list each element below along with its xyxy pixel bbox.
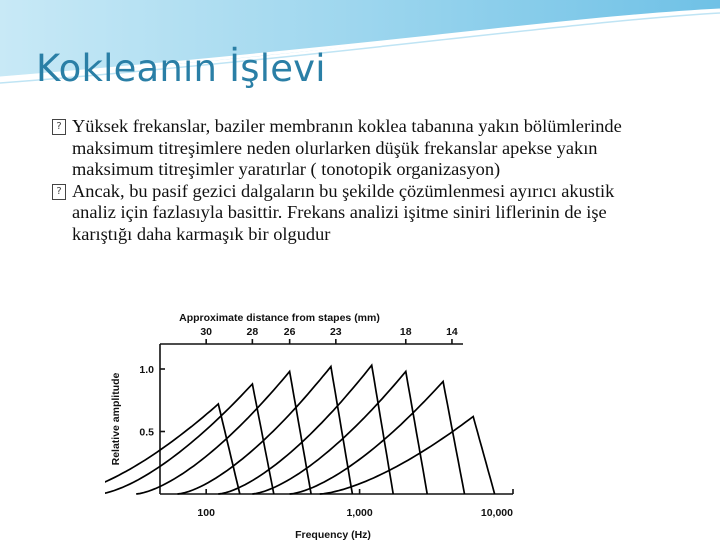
x-tick-label: 1,000	[346, 507, 373, 519]
bullet-item	[52, 181, 652, 246]
top-tick-label: 26	[283, 326, 296, 338]
x-tick-label: 100	[197, 507, 215, 519]
x-tick-label: 10,000	[480, 507, 513, 519]
response-curve-5	[218, 365, 393, 494]
square-bullet-icon: ?	[52, 119, 66, 135]
y-tick-label: 1.0	[139, 364, 154, 376]
top-tick-label: 18	[399, 326, 412, 338]
chart-svg	[105, 306, 515, 540]
x-axis-label: Frequency (Hz)	[295, 529, 371, 540]
response-curve-3	[136, 372, 311, 495]
bullet-item	[52, 116, 652, 181]
tonotopy-chart	[105, 306, 515, 540]
top-tick-label: 14	[446, 326, 458, 338]
square-bullet-icon: ?	[52, 184, 66, 200]
y-tick-label: 0.5	[139, 426, 154, 439]
top-axis-label: Approximate distance from stapes (mm)	[179, 312, 380, 324]
y-axis-label: Relative amplitude	[110, 372, 122, 466]
top-tick-label: 28	[246, 326, 259, 338]
slide-title: Kokleanın İşlevi	[36, 47, 326, 90]
response-curve-2	[105, 384, 274, 494]
top-tick-label: 23	[329, 326, 342, 338]
response-curve-6	[252, 372, 427, 495]
response-curve-4	[178, 367, 353, 495]
bullet-list	[52, 116, 652, 245]
bullet-text: Ancak, bu pasif gezici dalgaların bu şekilde çözümlenmesi ayırıcı akustik analiz için fazlasıyla basittir. Frekans analizi işitme siniri liflerinin de işe karıştığı daha karmaşık bir olgudur	[72, 180, 615, 244]
bullet-text: Yüksek frekanslar, baziler membranın koklea tabanına yakın bölümlerinde maksimum titreşimlere neden olurlarken düşük frekanslar apekse yakın maksimum titreşimler yaratırlar ( tonotopik organizasyon)	[72, 116, 622, 179]
top-tick-label: 30	[200, 326, 213, 338]
